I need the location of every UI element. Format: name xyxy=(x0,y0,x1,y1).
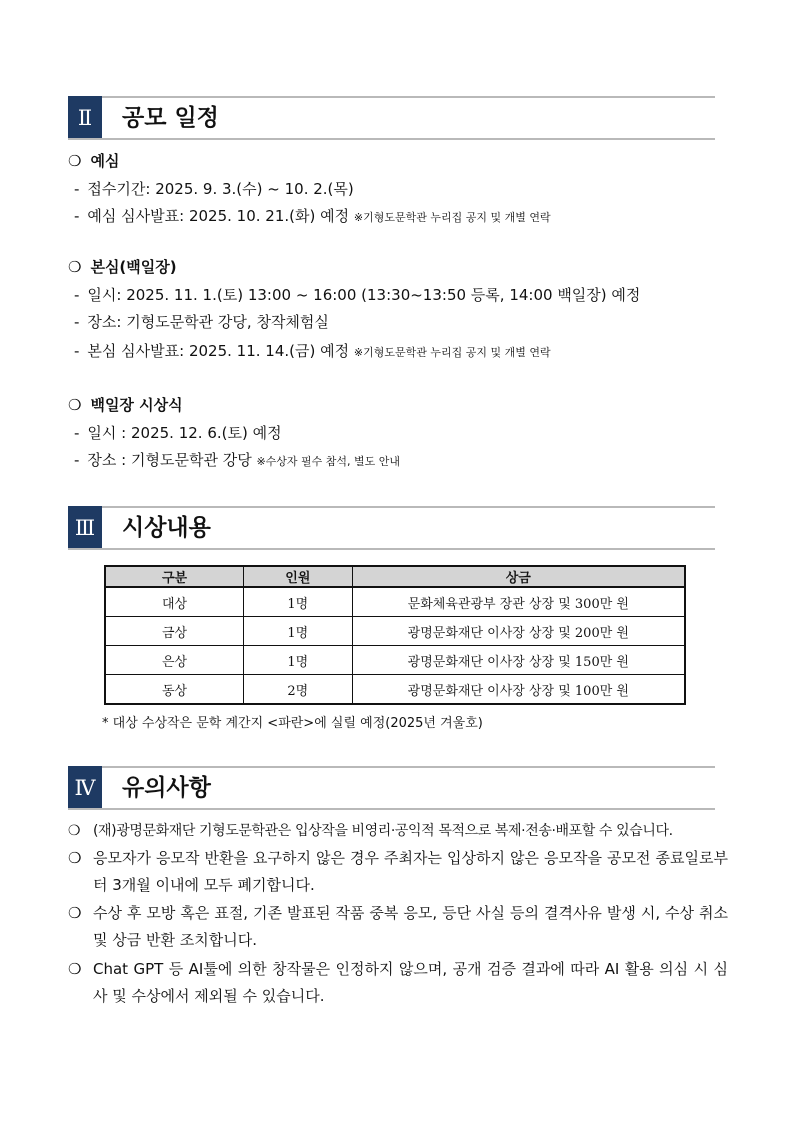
column-header: 구분 xyxy=(105,566,244,587)
section-title: 시상내용 xyxy=(122,515,211,541)
header-rule-bottom xyxy=(68,808,715,810)
prelim-heading: ❍ 예심 xyxy=(68,152,120,170)
circle-bullet-icon: ❍ xyxy=(68,849,82,867)
table-cell: 금상 xyxy=(105,617,244,646)
caution-item: ❍ 수상 후 모방 혹은 표절, 기존 발표된 작품 중복 응모, 등단 사실 등의 결격사유 발생 시, 수상 취소 및 상금 반환 조치합니다. xyxy=(68,900,728,954)
header-rule-bottom xyxy=(68,138,715,140)
table-row xyxy=(105,587,685,617)
table-header-row xyxy=(105,566,685,587)
ceremony-heading: ❍ 백일장 시상식 xyxy=(68,396,183,414)
section-number-badge: Ⅳ xyxy=(68,766,102,810)
final-heading: ❍ 본심(백일장) xyxy=(68,258,177,276)
section-awards-header xyxy=(68,506,715,550)
final-datetime-line: - 일시: 2025. 11. 1.(토) 13:00 ~ 16:00 (13:30~13:50 등록, 14:00 백일장) 예정 xyxy=(74,286,641,304)
table-cell: 1명 xyxy=(244,587,353,617)
circle-bullet-icon: ❍ xyxy=(68,152,82,170)
column-header: 인원 xyxy=(244,566,353,587)
ceremony-date-line: - 일시 : 2025. 12. 6.(토) 예정 xyxy=(74,424,282,442)
final-result-line: - 본심 심사발표: 2025. 11. 14.(금) 예정 ※기형도문학관 누리집 공지 및 개별 연락 xyxy=(74,342,551,360)
table-row xyxy=(105,617,685,646)
caution-item: ❍ 응모자가 응모작 반환을 요구하지 않은 경우 주최자는 입상하지 않은 응모작을 공모전 종료일로부터 3개월 이내에 모두 폐기합니다. xyxy=(68,845,728,899)
awards-table xyxy=(104,565,686,705)
caution-item: ❍ Chat GPT 등 AI툴에 의한 창작물은 인정하지 않으며, 공개 검증 결과에 따라 AI 활용 의심 시 심사 및 수상에서 제외될 수 있습니다. xyxy=(68,956,728,1010)
table-row xyxy=(105,675,685,705)
section-title: 유의사항 xyxy=(122,775,211,801)
prelim-period-line: - 접수기간: 2025. 9. 3.(수) ~ 10. 2.(목) xyxy=(74,180,354,198)
table-cell: 광명문화재단 이사장 상장 및 100만 원 xyxy=(352,675,685,705)
header-rule-bottom xyxy=(68,548,715,550)
circle-bullet-icon: ❍ xyxy=(68,396,82,414)
section-title: 공모 일정 xyxy=(122,105,219,131)
section-notes-header xyxy=(68,766,715,810)
ceremony-venue-note: ※수상자 필수 참석, 별도 안내 xyxy=(256,455,401,468)
final-venue-line: - 장소: 기형도문학관 강당, 창작체험실 xyxy=(74,313,329,331)
prelim-result-line: - 예심 심사발표: 2025. 10. 21.(화) 예정 ※기형도문학관 누리집 공지 및 개별 연락 xyxy=(74,207,551,225)
table-cell: 문화체육관광부 장관 상장 및 300만 원 xyxy=(352,587,685,617)
table-cell: 동상 xyxy=(105,675,244,705)
table-cell: 1명 xyxy=(244,646,353,675)
table-cell: 대상 xyxy=(105,587,244,617)
table-cell: 광명문화재단 이사장 상장 및 200만 원 xyxy=(352,617,685,646)
table-row xyxy=(105,646,685,675)
circle-bullet-icon: ❍ xyxy=(68,823,81,839)
circle-bullet-icon: ❍ xyxy=(68,960,82,978)
awards-footnote: * 대상 수상작은 문학 계간지 <파란>에 실릴 예정(2025년 겨울호) xyxy=(102,716,483,731)
prelim-result-note: ※기형도문학관 누리집 공지 및 개별 연락 xyxy=(353,211,551,224)
table-cell: 은상 xyxy=(105,646,244,675)
table-cell: 2명 xyxy=(244,675,353,705)
table-cell: 1명 xyxy=(244,617,353,646)
circle-bullet-icon: ❍ xyxy=(68,258,82,276)
final-result-note: ※기형도문학관 누리집 공지 및 개별 연락 xyxy=(353,346,551,359)
section-schedule-header xyxy=(68,96,715,140)
circle-bullet-icon: ❍ xyxy=(68,904,82,922)
section-number-badge: Ⅲ xyxy=(68,506,102,550)
caution-item: ❍ (재)광명문화재단 기형도문학관은 입상작을 비영리·공익적 목적으로 복제·전송·배포할 수 있습니다. xyxy=(68,818,728,845)
column-header: 상금 xyxy=(352,566,685,587)
section-number-badge: Ⅱ xyxy=(68,96,102,140)
table-cell: 광명문화재단 이사장 상장 및 150만 원 xyxy=(352,646,685,675)
ceremony-venue-line: - 장소 : 기형도문학관 강당 ※수상자 필수 참석, 별도 안내 xyxy=(74,451,401,469)
